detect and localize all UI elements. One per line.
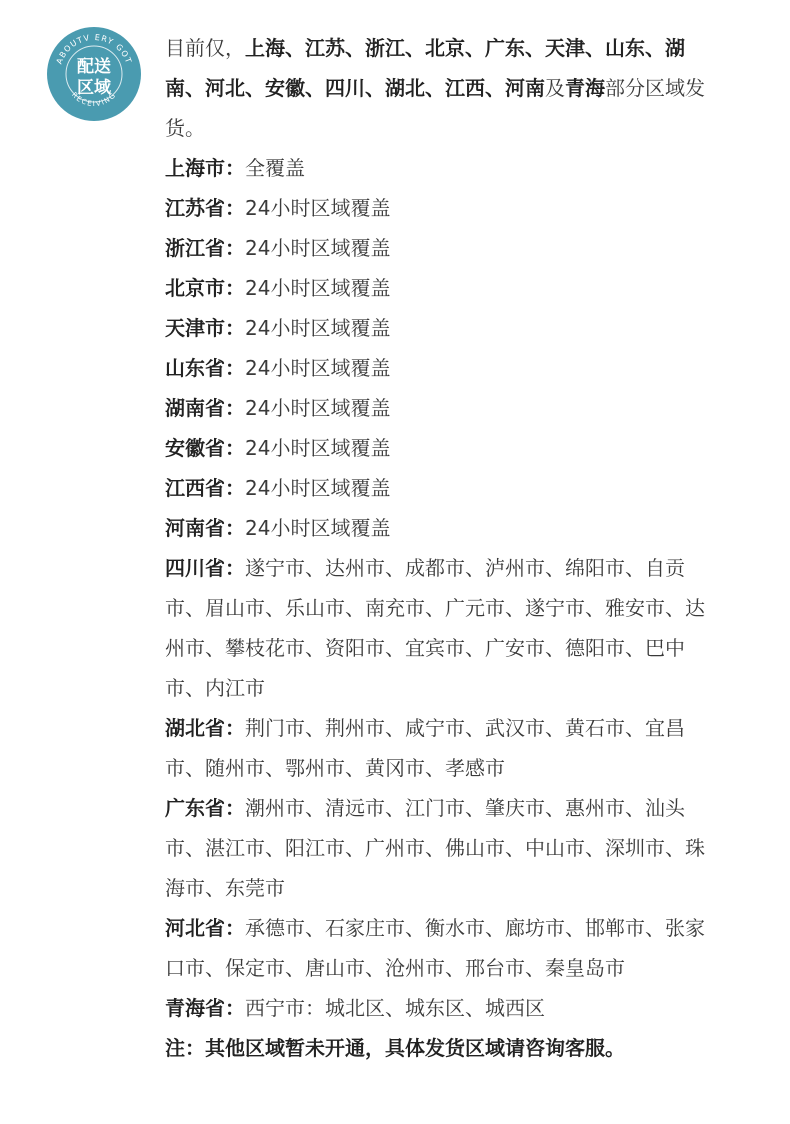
intro-suffix: 部分区域发货。 xyxy=(165,76,705,140)
intro-separator: 、 xyxy=(305,76,325,100)
region-entry-label: 广东省： xyxy=(165,796,245,820)
footer-note: 注：其他区域暂未开通，具体发货区域请咨询客服。 xyxy=(165,1036,625,1060)
region-entry xyxy=(165,468,713,508)
intro-separator: 、 xyxy=(465,36,485,60)
intro-region: 上海 xyxy=(245,36,285,60)
intro-region: 安徽 xyxy=(265,76,305,100)
intro-prefix: 目前仅， xyxy=(165,36,245,60)
intro-region: 北京 xyxy=(425,36,465,60)
intro-separator: 、 xyxy=(425,76,445,100)
region-entry-label: 江苏省： xyxy=(165,196,245,220)
region-entry xyxy=(165,548,713,708)
intro-region: 河北 xyxy=(205,76,245,100)
region-entry xyxy=(165,708,713,788)
intro-region: 广东 xyxy=(485,36,525,60)
region-entry-label: 河南省： xyxy=(165,516,245,540)
region-entry-label: 湖南省： xyxy=(165,396,245,420)
region-entry-text: 24小时区域覆盖 xyxy=(245,236,391,260)
region-entry-text: 承德市、石家庄市、衡水市、廊坊市、邯郸市、张家口市、保定市、唐山市、沧州市、邢台市、秦皇岛市 xyxy=(165,916,705,980)
intro-separator: 、 xyxy=(365,76,385,100)
region-entry xyxy=(165,228,713,268)
intro-separator: 、 xyxy=(185,76,205,100)
intro-separator: 、 xyxy=(645,36,665,60)
region-entry-text: 全覆盖 xyxy=(245,156,305,180)
region-entry-text: 24小时区域覆盖 xyxy=(245,356,391,380)
region-entry xyxy=(165,148,713,188)
region-entry-label: 河北省： xyxy=(165,916,245,940)
intro-separator: 、 xyxy=(245,76,265,100)
intro-separator: 、 xyxy=(285,36,305,60)
region-entry-label: 上海市： xyxy=(165,156,245,180)
region-entry xyxy=(165,788,713,908)
intro-region: 山东 xyxy=(605,36,645,60)
region-entry-label: 四川省： xyxy=(165,556,245,580)
region-entry-text: 24小时区域覆盖 xyxy=(245,396,391,420)
region-entry xyxy=(165,308,713,348)
intro-paragraph xyxy=(165,28,713,148)
region-entry-text: 潮州市、清远市、江门市、肇庆市、惠州市、汕头市、湛江市、阳江市、广州市、佛山市、中山市、深圳市、珠海市、东莞市 xyxy=(165,796,705,900)
badge-title-line1: 配送 xyxy=(77,57,111,77)
intro-separator: 、 xyxy=(405,36,425,60)
region-entry-label: 浙江省： xyxy=(165,236,245,260)
intro-region: 天津 xyxy=(545,36,585,60)
intro-separator: 、 xyxy=(485,76,505,100)
region-entry xyxy=(165,268,713,308)
region-entry-text: 24小时区域覆盖 xyxy=(245,316,391,340)
region-entry xyxy=(165,508,713,548)
region-entry-list xyxy=(165,148,713,1028)
intro-separator: 、 xyxy=(345,36,365,60)
intro-joiner: 及 xyxy=(545,76,565,100)
badge-seal-icon xyxy=(46,26,142,122)
badge-ring-bottom-text: RECEIVING xyxy=(70,90,118,109)
intro-region: 浙江 xyxy=(365,36,405,60)
region-entry xyxy=(165,188,713,228)
region-entry-label: 山东省： xyxy=(165,356,245,380)
intro-last-region: 青海 xyxy=(565,76,605,100)
region-entry-text: 遂宁市、达州市、成都市、泸州市、绵阳市、自贡市、眉山市、乐山市、南充市、广元市、遂宁市、雅安市、达州市、攀枝花市、资阳市、宜宾市、广安市、德阳市、巴中市、内江市 xyxy=(165,556,705,700)
delivery-area-badge xyxy=(46,26,142,122)
region-entry xyxy=(165,348,713,388)
intro-separator: 、 xyxy=(525,36,545,60)
intro-region: 江西 xyxy=(445,76,485,100)
intro-separator: 、 xyxy=(585,36,605,60)
region-entry-text: 24小时区域覆盖 xyxy=(245,516,391,540)
region-entry-label: 天津市： xyxy=(165,316,245,340)
region-entry-label: 北京市： xyxy=(165,276,245,300)
region-entry xyxy=(165,388,713,428)
intro-region: 江苏 xyxy=(305,36,345,60)
badge-ring-top-text: ABOUTV ERY GOT xyxy=(54,32,134,66)
intro-region: 湖北 xyxy=(385,76,425,100)
region-entry-label: 青海省： xyxy=(165,996,245,1020)
region-entry-text: 西宁市：城北区、城东区、城西区 xyxy=(245,996,545,1020)
region-entry-text: 24小时区域覆盖 xyxy=(245,276,391,300)
delivery-area-content xyxy=(165,28,713,1068)
region-entry xyxy=(165,988,713,1028)
badge-title-line2: 区域 xyxy=(77,78,111,98)
region-entry xyxy=(165,908,713,988)
intro-region: 四川 xyxy=(325,76,365,100)
intro-region: 河南 xyxy=(505,76,545,100)
region-entry-text: 24小时区域覆盖 xyxy=(245,476,391,500)
region-entry-text: 24小时区域覆盖 xyxy=(245,436,391,460)
region-entry-label: 湖北省： xyxy=(165,716,245,740)
region-entry-label: 安徽省： xyxy=(165,436,245,460)
region-entry-text: 24小时区域覆盖 xyxy=(245,196,391,220)
region-entry-text: 荆门市、荆州市、咸宁市、武汉市、黄石市、宜昌市、随州市、鄂州市、黄冈市、孝感市 xyxy=(165,716,685,780)
region-entry-label: 江西省： xyxy=(165,476,245,500)
region-entry xyxy=(165,428,713,468)
intro-region: 湖南 xyxy=(165,36,685,100)
